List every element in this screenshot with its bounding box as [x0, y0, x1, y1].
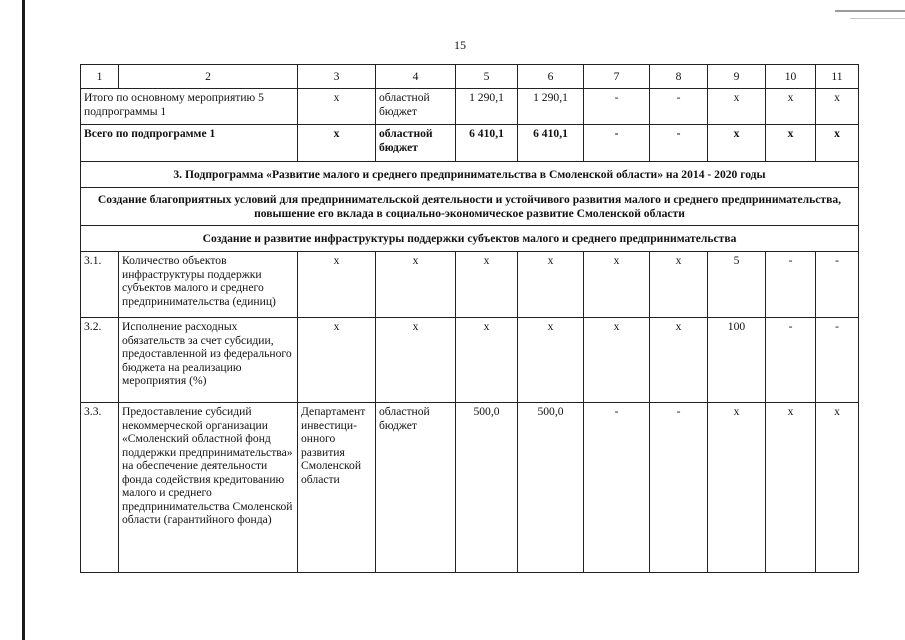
- header-cell: 9: [708, 65, 766, 89]
- header-cell: 10: [766, 65, 816, 89]
- total-subprogram-row: [81, 125, 859, 162]
- header-cell: 5: [456, 65, 518, 89]
- cell-executor: х: [298, 89, 376, 125]
- table-row: [81, 403, 859, 573]
- cell-value: 100: [708, 318, 766, 403]
- goal-row: [81, 188, 859, 226]
- cell-value: х: [708, 125, 766, 162]
- cell-source: х: [376, 252, 456, 318]
- row-name: Количество объектов инфраструктуры поддержки субъектов малого и среднего предпринимательства (единиц): [119, 252, 298, 318]
- cell-executor: х: [298, 318, 376, 403]
- cell-value: 500,0: [518, 403, 584, 573]
- cell-total: х: [456, 318, 518, 403]
- header-cell: 8: [650, 65, 708, 89]
- cell-value: -: [650, 403, 708, 573]
- cell-value: х: [708, 89, 766, 125]
- cell-source: областной бюджет: [376, 403, 456, 573]
- cell-value: х: [650, 252, 708, 318]
- cell-value: -: [766, 252, 816, 318]
- row-name: Предоставление субсидий некоммерческой организации «Смоленский областной фонд поддержки предпринимательства» на обеспечение деятельности фонда содействия кредитованию малого и среднего предпринимательства Смоленской области (гарантийного фонда): [119, 403, 298, 573]
- cell-value: 6 410,1: [518, 125, 584, 162]
- scan-mark: [850, 18, 905, 19]
- cell-value: х: [584, 318, 650, 403]
- cell-value: х: [816, 89, 859, 125]
- page-number: 15: [454, 38, 466, 52]
- scan-edge: [22, 0, 25, 640]
- goal-title: Создание благоприятных условий для предпринимательской деятельности и устойчивого развития малого и среднего предпринимательства, повышение его вклада в социально-экономическое развитие Смоленской области: [81, 188, 859, 226]
- section-row: [81, 162, 859, 188]
- program-table: [80, 64, 859, 573]
- cell-value: х: [584, 252, 650, 318]
- section-title: 3. Подпрограмма «Развитие малого и среднего предпринимательства в Смоленской области» на 2014 - 2020 годы: [81, 162, 859, 188]
- row-number: 3.2.: [81, 318, 119, 403]
- cell-value: х: [650, 318, 708, 403]
- cell-source: областной бюджет: [376, 125, 456, 162]
- table-row: [81, 252, 859, 318]
- header-cell: 11: [816, 65, 859, 89]
- cell-value: х: [816, 403, 859, 573]
- header-cell: 6: [518, 65, 584, 89]
- header-cell: 1: [81, 65, 119, 89]
- cell-executor: х: [298, 125, 376, 162]
- cell-value: 5: [708, 252, 766, 318]
- cell-value: -: [584, 403, 650, 573]
- cell-value: -: [766, 318, 816, 403]
- task-title: Создание и развитие инфраструктуры поддержки субъектов малого и среднего предпринимательства: [81, 226, 859, 252]
- row-name: Исполнение расходных обязательств за счет субсидии, предоставленной из федерального бюджета на реализацию мероприятия (%): [119, 318, 298, 403]
- cell-source: областной бюджет: [376, 89, 456, 125]
- header-cell: 2: [119, 65, 298, 89]
- column-number-row: [81, 65, 859, 89]
- cell-value: -: [584, 125, 650, 162]
- table-row: [81, 318, 859, 403]
- cell-source: х: [376, 318, 456, 403]
- cell-value: х: [766, 89, 816, 125]
- cell-value: х: [708, 403, 766, 573]
- cell-value: х: [816, 125, 859, 162]
- cell-value: -: [584, 89, 650, 125]
- row-number: 3.3.: [81, 403, 119, 573]
- cell-value: -: [816, 252, 859, 318]
- row-number: 3.1.: [81, 252, 119, 318]
- task-row: [81, 226, 859, 252]
- cell-total: 1 290,1: [456, 89, 518, 125]
- cell-value: х: [518, 252, 584, 318]
- cell-value: 1 290,1: [518, 89, 584, 125]
- cell-value: х: [766, 125, 816, 162]
- row-name: Итого по основному мероприятию 5 подпрограммы 1: [81, 89, 298, 125]
- cell-value: -: [650, 125, 708, 162]
- cell-value: х: [518, 318, 584, 403]
- total-main-activity-row: [81, 89, 859, 125]
- cell-total: 500,0: [456, 403, 518, 573]
- header-cell: 4: [376, 65, 456, 89]
- header-cell: 7: [584, 65, 650, 89]
- row-name: Всего по подпрограмме 1: [81, 125, 298, 162]
- cell-executor: Департамент инвестици-онного развития Смоленской области: [298, 403, 376, 573]
- cell-executor: х: [298, 252, 376, 318]
- cell-value: -: [650, 89, 708, 125]
- scan-mark: [835, 10, 905, 12]
- cell-value: х: [766, 403, 816, 573]
- cell-value: -: [816, 318, 859, 403]
- header-cell: 3: [298, 65, 376, 89]
- cell-total: х: [456, 252, 518, 318]
- cell-total: 6 410,1: [456, 125, 518, 162]
